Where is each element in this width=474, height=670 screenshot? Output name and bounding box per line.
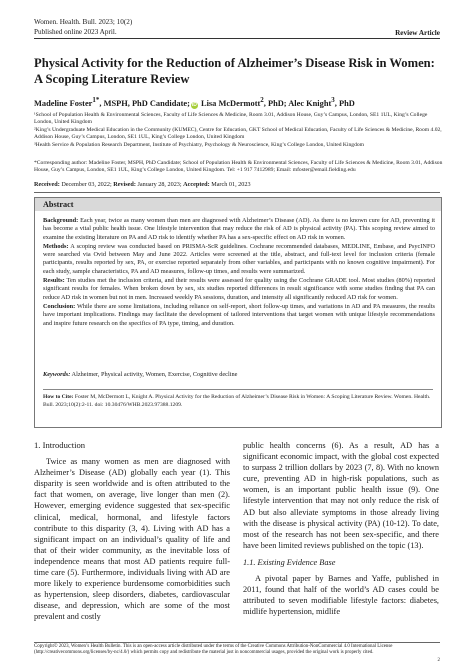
article-title: Physical Activity for the Reduction of Alzheimer’s Disease Risk in Women: A Scoping Literature Review bbox=[34, 56, 435, 86]
background-text: Each year, twice as many women than men are diagnosed with Alzheimer’s Disease (AD). As there is no known cure for AD, preventing it has become a vital public health issue. One lifestyle intervention that may reduce the risk of AD is physical activity (PA). This scoping review aimed to examine the existing literature on PA and AD risk to identify whether PA has a sex-specific effect on AD risk in women. bbox=[43, 217, 436, 241]
body-column-left bbox=[34, 440, 230, 623]
header-rule bbox=[34, 38, 440, 39]
author-line bbox=[34, 96, 444, 109]
accepted-label: Accepted: bbox=[183, 181, 210, 188]
background-label: Background: bbox=[43, 217, 79, 224]
footer-rule bbox=[34, 642, 440, 643]
body-paragraph: A pivotal paper by Barnes and Yaffe, published in 2011, found that half of the world’s AD cases could be attributed to seven modifiable lifestyle factors: diabetes, midlife hypertension, midlife bbox=[243, 574, 439, 617]
author-degree: , PhD bbox=[334, 98, 355, 108]
revised-label: Revised: bbox=[113, 181, 136, 188]
affiliation-1 bbox=[34, 112, 444, 149]
abstract-body bbox=[43, 217, 435, 329]
received-label: Received: bbox=[34, 181, 60, 188]
affiliation-text: ¹School of Population Health & Environmental Sciences, Faculty of Life Sciences & Medicine, Room 3.01, Addison House, Guy’s Campus, London, SE1 1UL, King’s College London, United Kingdom bbox=[34, 112, 428, 126]
keywords-text: Alzheimer, Physical activity, Women, Exercise, Cognitive decline bbox=[71, 371, 238, 378]
abstract-results bbox=[43, 277, 435, 302]
cite-text: Foster M, McDermott L, Knight A. Physical Activity for the Reduction of Alzheimer’s Disease Risk in Women: A Scoping Literature Review. Women. Health. Bull. 2023;10(2):2-11. doi: 10.30476/WHB.2023.97388.1209. bbox=[43, 394, 431, 408]
body-paragraph: Twice as many women as men are diagnosed with Alzheimer’s Disease (AD) globally each year (1). This disparity is seen worldwide and is often attributed to the fact that women, on average, live longer than men (2). However, emerging evidence suggested that sex-specific clinical, medical, hormonal, and lifestyle factors contribute to this disparity (3, 4). Living with AD has a significant impact on an individual’s quality of life and that of their wider community, as the inevitable loss of independence means that most AD patients require full-time care (5). Furthermore, individuals living with AD are more likely to experience burdensome comorbidities such as hypertension, sleep disorders, diabetes, cardiovascular disease, and depression, which are some of the most prevalent and costly bbox=[34, 457, 230, 622]
author-degree: , PhD; Alec Knight bbox=[263, 98, 332, 108]
body-column-right bbox=[243, 440, 439, 617]
abstract-conclusion bbox=[43, 303, 435, 328]
author-name: Madeline Foster bbox=[34, 98, 93, 108]
author-degree: , MSPH, PhD Candidate; bbox=[99, 98, 190, 108]
subsection-heading: 1.1. Existing Evidence Base bbox=[243, 557, 336, 567]
abstract-heading: Abstract bbox=[35, 198, 441, 211]
affiliation-text: ²King’s Undergraduate Medical Education in the Community (KUMEC), Centre for Education, GKT School of Medical Education, Faculty of Life Sciences & Medicine, Room 4.02, Addison House, Guy’s Campus, London, SE1 1UL, King’s College London, United Kingdom bbox=[34, 126, 442, 141]
conclusion-text: While there are some limitations, including reliance on self-report, short follow-up times, and variations in AD and PA measures, the results have important implications. Findings may facilitate the development of tailored interventions that target women with unique lifestyle recommendations and inspire future research on the specifics of PA type, timing, and duration. bbox=[43, 302, 435, 327]
dates-rule bbox=[34, 192, 440, 193]
cite-label: How to Cite: bbox=[43, 394, 74, 400]
keywords-label: Keywords: bbox=[43, 371, 71, 378]
received-date: December 03, 2022; bbox=[61, 181, 112, 188]
results-text: Ten studies met the inclusion criteria, and their results were assessed for quality using the Cochrane GRADE tool. Most studies (80%) reported significant results for females. When broken down by sex, six studies reported differences in result significance with some studies finding that PA can reduce AD risk in women but not in men. Increased weekly PA sessions, duration, and intensity all significantly reduced AD risk for women. bbox=[43, 277, 436, 301]
author-name: Lisa McDermott bbox=[198, 98, 261, 108]
affiliation-text: ³Health Service & Population Research Department, Institute of Psychiatry, Psychology & Neuroscience, King’s College London, United Kingdom bbox=[34, 141, 365, 148]
section-heading: 1. Introduction bbox=[34, 440, 86, 450]
abstract-methods bbox=[43, 243, 435, 276]
journal-citation: Women. Health. Bull. 2023; 10(2) bbox=[34, 18, 133, 26]
page-number: 2 bbox=[437, 658, 440, 663]
author-superscript: 1* bbox=[92, 96, 100, 104]
methods-text: A scoping review was conducted based on PRISMA-ScR guidelines. Cochrane recommended databases, MEDLINE, Embase, and PsycINFO were searched via Ovid between May and June 2022. Articles were screened at the title, abstract, and full-text level for inclusion criteria (female participants, results reported by sex, PA, or exercise reported separately from other variables, and participants with no known cognitive impairment). For each study, sample characteristics, PA and AD measures, follow-up times, and results were summarized. bbox=[43, 242, 435, 275]
body-paragraph: public health concerns (6). As a result, AD has a significant economic impact, with the global cost expected to surpass 2 trillion dollars by 2023 (7, 8). With no known cure, preventing AD in high-risk populations, such as women, is an important public health issue (9). One lifestyle intervention that may not only reduce the risk of AD but also alleviate symptoms in those already living with the disease is physical activity (PA) (10-12). To date, most of the research has not been sex-specific, and there have been limited reviews published on the topic (13). bbox=[243, 441, 439, 550]
methods-label: Methods: bbox=[43, 242, 69, 250]
article-type-label: Review Article bbox=[395, 29, 440, 37]
abstract-background bbox=[43, 217, 435, 242]
results-label: Results: bbox=[43, 277, 65, 285]
accepted-date: March 01, 2023 bbox=[211, 181, 251, 188]
keywords-line bbox=[43, 371, 435, 378]
author-superscript: 3 bbox=[331, 96, 335, 104]
corresponding-author: *Corresponding author: Madeline Foster, MSPH, PhD Candidate; School of Population Health & Environmental Sciences, Faculty of Life Sciences & Medicine, Room 3.01, Addison House, Guy’s Campus, London, SE1 1UL, King’s College London, United Kingdom. Tel: +1 917 7412989; Email: mfoster@email.fielding.edu bbox=[34, 160, 443, 174]
article-dates bbox=[34, 181, 251, 188]
abstract-box bbox=[34, 197, 442, 428]
orcid-icon[interactable]: iD bbox=[191, 101, 197, 108]
revised-date: January 28, 2023; bbox=[137, 181, 182, 188]
published-date: Published online 2023 April. bbox=[34, 28, 117, 36]
license-footer: Copyright© 2023, Women’s Health Bulletin. This is an open-access article distributed under the terms of the Creative Commons Attribution-NonCommercial 4.0 International License (http://creativecommons.org/licenses/by-nc/4.0/) which permits copy and redistribute the material just in noncommercial usages, provided the original work is properly cited. bbox=[34, 644, 393, 656]
author-superscript: 2 bbox=[260, 96, 264, 104]
abstract-divider bbox=[43, 389, 433, 390]
how-to-cite bbox=[43, 394, 435, 409]
conclusion-label: Conclusion: bbox=[43, 302, 76, 310]
